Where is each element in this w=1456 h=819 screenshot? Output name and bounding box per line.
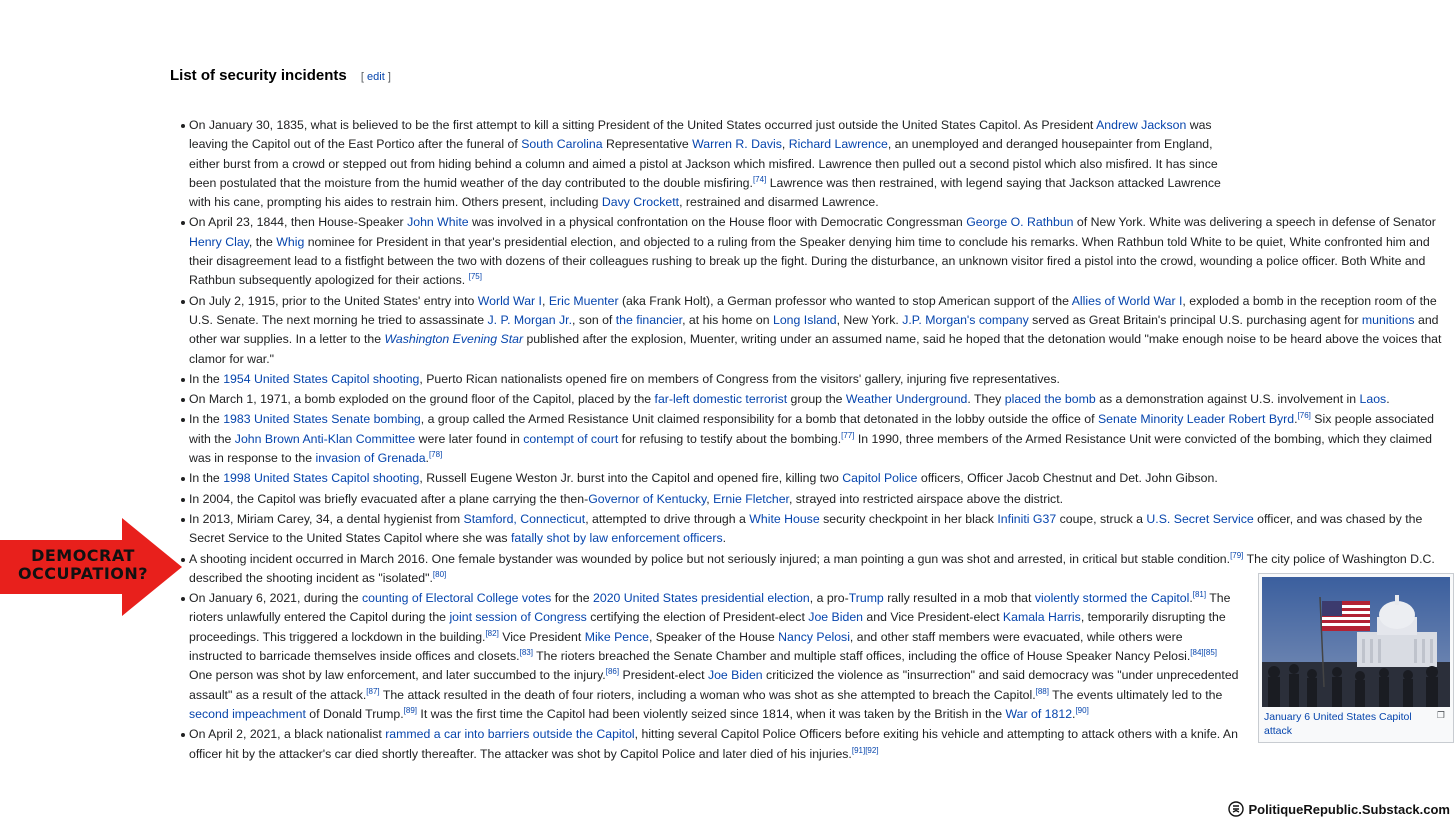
body-text: On April 23, 1844, then House-Speaker: [189, 215, 408, 230]
body-text: , restrained and disarmed Lawrence.: [679, 195, 879, 210]
body-text: nominee for President in that year's presidential election, and objected to a ruling from the Speaker denying him time to conclude his remarks. When Rathbun told White to be quiet, White confronted him and their disagreement lead to a fistfight between the two with dozens of their colleagues rushing to break up the fight. During the disturbance, an unknown visitor fired a pistol into the crowd, wounding a police officer. Both White and Rathbun subsequently apologized for their actions.: [189, 234, 1430, 288]
body-text: was leaving the Capitol out of the East Portico after the funeral of: [189, 118, 1212, 152]
citation-ref[interactable]: [82]: [485, 628, 499, 638]
body-text: , a group called the Armed Resistance Unit claimed responsibility for a bomb that detonated in the lobby outside the office of: [420, 412, 1098, 427]
body-text: rally resulted in a mob that: [883, 591, 1035, 606]
incident-1954: [176, 370, 1446, 389]
body-text: The attack resulted in the death of four rioters, including a woman who was shot as she attempted to breach the Capitol.: [379, 687, 1036, 702]
wiki-link[interactable]: rammed a car into barriers outside the Capitol: [385, 727, 635, 742]
wiki-link[interactable]: Ernie Fletcher: [713, 491, 789, 506]
incident-2021-april: [176, 725, 1249, 764]
body-text: served as Great Britain's principal U.S. purchasing agent for: [1028, 312, 1362, 327]
wiki-link[interactable]: Senate Minority Leader Robert Byrd: [1097, 412, 1295, 427]
wiki-link[interactable]: second impeachment: [189, 706, 306, 721]
citation-ref[interactable]: [84][85]: [1190, 647, 1217, 657]
wiki-link[interactable]: Eric Muenter: [548, 293, 619, 308]
wiki-link[interactable]: invasion of Grenada: [315, 451, 426, 466]
incident-2004: [176, 490, 1446, 509]
body-text: The rioters breached the Senate Chamber and multiple staff offices, including the office of House Speaker Nancy Pelosi.: [532, 649, 1191, 664]
body-text: The rioters unlawfully entered the Capitol during the: [189, 591, 1231, 625]
citation-ref[interactable]: [75]: [468, 272, 482, 282]
body-text: , an unemployed and deranged housepainter from England, either burst from a crowd or stepped out from hiding behind a column and aimed a pistol at Jackson which misfired. Lawrence then pulled out a second pistol which also misfired. It has since been postulated that the moisture from the humid weather of the day contributed to the double misfiring.: [189, 137, 1218, 190]
body-text: , Speaker of the House: [648, 629, 779, 644]
wiki-link[interactable]: joint session of Congress: [449, 610, 587, 625]
wiki-link[interactable]: far-left domestic terrorist: [654, 392, 788, 407]
enlarge-icon[interactable]: ❐: [1436, 710, 1445, 720]
body-text: and other war supplies. In a letter to the: [189, 312, 1439, 347]
body-text: , hitting several Capitol Police Officers before exiting his vehicle and attempting to attack others with a knife. An officer hit by the attacker's car died shortly thereafter. The attacker was shot by Capitol Police and later died of his injuries.: [189, 727, 1238, 761]
incident-1998: [176, 469, 1446, 488]
thumbnail-caption[interactable]: January 6 United States Capitol attack: [1264, 711, 1412, 737]
body-text: In the: [189, 471, 224, 486]
body-text: , Puerto Rican nationalists opened fire on members of Congress from the visitors' gallery, injuring five representatives.: [419, 371, 1060, 386]
body-text: President-elect: [619, 668, 708, 683]
wiki-link[interactable]: fatally shot by law enforcement officers: [510, 531, 723, 546]
body-text: On January 6, 2021, during the: [189, 591, 362, 606]
body-text: , temporarily disrupting the proceedings. This triggered a lockdown in the building.: [189, 610, 1226, 644]
body-text: group the: [787, 392, 846, 407]
body-text: . They: [967, 392, 1005, 407]
wiki-link[interactable]: counting of Electoral College votes: [361, 591, 552, 606]
wiki-link[interactable]: the financier: [615, 312, 683, 327]
body-text: , the: [248, 234, 277, 249]
body-text: , New York.: [836, 312, 903, 327]
incident-1983: [176, 410, 1446, 468]
wiki-link[interactable]: placed the bomb: [1004, 392, 1096, 407]
body-text: published after the explosion, Muenter, writing under an assumed name, said he hoped that the detonation would "make enough noise to be heard above the voices that clamor for war.": [189, 332, 1442, 366]
wiki-link[interactable]: Warren R. Davis: [692, 137, 782, 152]
callout-line-2: OCCUPATION?: [17, 564, 149, 583]
wiki-link[interactable]: Joe Biden: [808, 610, 863, 625]
wiki-link[interactable]: John Brown Anti-Klan Committee: [234, 431, 416, 446]
body-text: .: [1386, 392, 1390, 407]
wiki-link[interactable]: violently stormed the Capitol: [1034, 591, 1190, 606]
wiki-link[interactable]: Kamala Harris: [1002, 610, 1081, 625]
capitol-photo[interactable]: [1262, 577, 1450, 707]
body-text: of New York. White was delivering a speech in defense of Senator: [1073, 215, 1436, 230]
body-text: The city police of Washington D.C. described the shooting incident as "isolated".: [189, 551, 1435, 585]
wiki-link[interactable]: Long Island: [773, 312, 837, 327]
citation-ref[interactable]: [80]: [432, 569, 447, 579]
wiki-link[interactable]: Whig: [276, 234, 305, 249]
body-text: On April 2, 2021, a black nationalist: [189, 727, 386, 742]
wiki-link[interactable]: Mike Pence: [584, 629, 649, 644]
body-text: .: [425, 451, 429, 466]
edit-link-wrapper: [ edit ]: [360, 71, 391, 83]
incident-1971: [176, 390, 1446, 409]
wiki-link[interactable]: munitions: [1361, 312, 1415, 327]
thumbnail-box: [1258, 573, 1454, 743]
incident-2013: [176, 510, 1446, 549]
body-text: , and other staff members were evacuated, while others were instructed to barricade themselves inside offices and closets.: [189, 629, 1183, 664]
body-text: , son of: [572, 312, 616, 327]
body-text: , Russell Eugene Weston Jr. burst into the Capitol and opened fire, killing two: [419, 471, 843, 486]
wiki-link[interactable]: Weather Underground: [845, 392, 968, 407]
body-text: .: [1294, 412, 1298, 427]
body-text: for the: [551, 591, 594, 606]
body-text: , at his home on: [682, 312, 773, 327]
incident-list: [176, 116, 1446, 765]
wiki-link[interactable]: Laos: [1359, 392, 1387, 407]
wiki-link[interactable]: Henry Clay: [189, 234, 249, 249]
body-text: were later found in: [415, 431, 524, 446]
wiki-link[interactable]: War of 1812: [1005, 706, 1073, 721]
citation-ref[interactable]: [87]: [366, 686, 380, 696]
section-title: List of security incidents: [170, 67, 347, 84]
body-text: In 2004, the Capitol was briefly evacuated after a plane carrying the then-: [189, 491, 589, 506]
wiki-link[interactable]: White House: [749, 511, 820, 526]
incident-2021-january: [176, 589, 1239, 724]
wiki-link[interactable]: contempt of court: [523, 431, 619, 446]
wiki-link[interactable]: Trump: [848, 591, 884, 606]
body-text: Vice President: [498, 629, 585, 644]
citation-ref[interactable]: [77]: [841, 430, 855, 440]
wiki-link[interactable]: Washington Evening Star: [384, 332, 524, 347]
body-text: Lawrence was then restrained, with legend saying that Jackson attacked Lawrence with his cane, prompting his aides to restrain him. Others present, including: [189, 175, 1221, 210]
wiki-link[interactable]: 1983 United States Senate bombing: [223, 412, 421, 427]
body-text: , exploded a bomb in the reception room of the U.S. Senate. The next morning he tried to assassinate: [189, 293, 1437, 327]
body-text: ,: [706, 491, 714, 506]
wiki-link[interactable]: Governor of Kentucky: [588, 491, 707, 506]
edit-link[interactable]: edit: [367, 71, 385, 83]
body-text: In 2013, Miriam Carey, 34, a dental hygienist from: [189, 511, 464, 526]
body-text: On July 2, 1915, prior to the United States' entry into: [189, 293, 478, 308]
body-text: , strayed into restricted airspace above the district.: [788, 491, 1064, 506]
wiki-link[interactable]: Infiniti G37: [997, 511, 1057, 526]
body-text: , a pro-: [809, 591, 849, 606]
body-text: of Donald Trump.: [305, 706, 404, 721]
body-text: It was the first time the Capitol had been violently seized since 1814, when it was taken by the British in the: [416, 706, 1006, 721]
body-text: One person was shot by law enforcement, and later succumbed to the injury.: [189, 668, 606, 683]
watermark-text: PolitiqueRepublic.Substack.com: [1248, 801, 1450, 817]
body-text: (aka Frank Holt), a German professor who wanted to stop American support of the: [618, 293, 1072, 308]
body-text: coupe, struck a: [1056, 511, 1147, 526]
wiki-link[interactable]: Joe Biden: [707, 668, 763, 683]
body-text: was involved in a physical confrontation on the House floor with Democratic Congressman: [468, 215, 967, 230]
wiki-link[interactable]: South Carolina: [521, 137, 603, 152]
body-text: In the: [189, 412, 224, 427]
citation-ref[interactable]: [89]: [403, 705, 417, 715]
body-text: In 1990, three members of the Armed Resistance Unit were convicted of the bombing, which they claimed was in response to the: [189, 431, 1433, 466]
citation-ref[interactable]: [88]: [1035, 686, 1049, 696]
wiki-link[interactable]: J.P. Morgan's company: [902, 312, 1029, 327]
citation-ref[interactable]: [91][92]: [851, 745, 879, 755]
wiki-link[interactable]: J. P. Morgan Jr.: [487, 312, 573, 327]
incident-1835: [176, 116, 1239, 212]
body-text: On January 30, 1835, what is believed to be the first attempt to kill a sitting President of the United States occurred just outside the United States Capitol. As President: [189, 118, 1097, 132]
wiki-link[interactable]: Capitol Police: [842, 471, 918, 486]
substack-logo-icon: [1228, 801, 1244, 817]
wiki-link[interactable]: U.S. Secret Service: [1146, 511, 1254, 526]
incident-2016: [176, 550, 1446, 589]
citation-ref[interactable]: [78]: [428, 449, 443, 459]
body-text: .: [1189, 591, 1193, 606]
wiki-link[interactable]: John White: [407, 215, 469, 230]
wiki-link[interactable]: Stamford, Connecticut: [463, 511, 586, 526]
body-text: .: [722, 531, 727, 546]
citation-ref[interactable]: [83]: [519, 647, 533, 657]
citation-ref[interactable]: [81]: [1192, 590, 1207, 600]
body-text: In the: [189, 371, 224, 386]
citation-ref[interactable]: [74]: [752, 174, 767, 184]
body-text: Representative: [602, 137, 693, 152]
citation-ref[interactable]: [86]: [605, 667, 620, 677]
wiki-link[interactable]: World War I: [477, 293, 542, 308]
body-text: security checkpoint in her black: [819, 511, 998, 526]
citation-ref[interactable]: [76]: [1297, 411, 1311, 421]
body-text: ,: [541, 293, 549, 308]
incident-1844: [176, 213, 1446, 290]
body-text: criticized the violence as "insurrection" and said democracy was "under unprecedented assault" as a result of the attack.: [189, 668, 1239, 702]
section-heading: [170, 67, 391, 84]
citation-ref[interactable]: [90]: [1075, 705, 1089, 715]
body-text: .: [1072, 706, 1076, 721]
body-text: for refusing to testify about the bombing.: [618, 431, 842, 446]
body-text: officer, and was chased by the Secret Service to the United States Capitol where she was: [189, 511, 1423, 546]
citation-ref[interactable]: [79]: [1230, 550, 1244, 560]
wiki-link[interactable]: Andrew Jackson: [1096, 118, 1187, 132]
body-text: , attempted to drive through a: [585, 511, 750, 526]
body-text: ,: [781, 137, 789, 152]
body-text: The events ultimately led to the: [1048, 687, 1223, 702]
body-text: as a demonstration against U.S. involvement in: [1095, 392, 1360, 407]
wiki-link[interactable]: 1954 United States Capitol shooting: [223, 371, 420, 386]
body-text: officers, Officer Jacob Chestnut and Det. John Gibson.: [917, 471, 1218, 486]
watermark: [1228, 801, 1450, 817]
body-text: certifying the election of President-elect: [586, 610, 809, 625]
incident-1915: [176, 292, 1446, 369]
body-text: and Vice President-elect: [863, 610, 1003, 625]
body-text: Six people associated with the: [189, 412, 1434, 446]
wiki-link[interactable]: 2020 United States presidential election: [593, 591, 810, 606]
callout-arrow: [0, 518, 182, 616]
wiki-link[interactable]: Richard Lawrence: [788, 137, 888, 152]
wiki-link[interactable]: Allies of World War I: [1071, 293, 1183, 308]
wiki-link[interactable]: Davy Crockett: [601, 195, 680, 210]
wiki-link[interactable]: 1998 United States Capitol shooting: [223, 471, 420, 486]
body-text: On March 1, 1971, a bomb exploded on the ground floor of the Capitol, placed by the: [189, 392, 655, 407]
body-text: A shooting incident occurred in March 2016. One female bystander was wounded by police but not seriously injured; a man pointing a gun was shot and arrested, in critical but stable condition.: [189, 551, 1231, 566]
wiki-link[interactable]: Nancy Pelosi: [778, 629, 850, 644]
callout-line-1: DEMOCRAT: [31, 546, 135, 565]
wiki-link[interactable]: George O. Rathbun: [966, 215, 1074, 230]
